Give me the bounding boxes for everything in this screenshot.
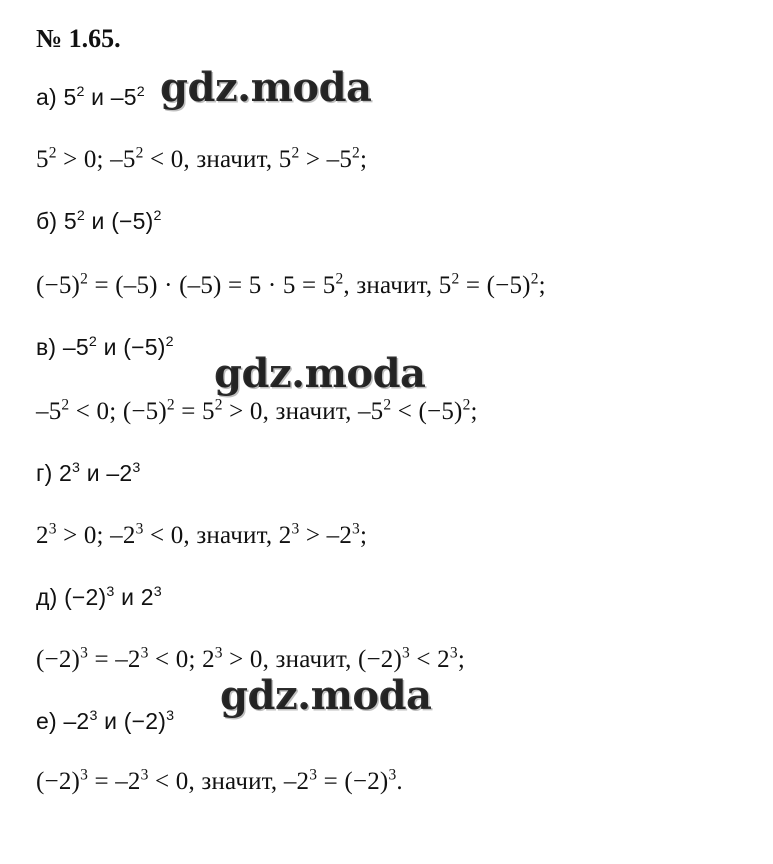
text-segment: . bbox=[396, 768, 403, 795]
text-segment: < 0, значит, 5 bbox=[143, 146, 292, 173]
line-a-task bbox=[36, 84, 145, 111]
line-d-task bbox=[36, 584, 162, 611]
exponent: 2 bbox=[165, 334, 174, 351]
text-segment: > 0, значит, –5 bbox=[222, 398, 384, 425]
text-segment: и 2 bbox=[114, 584, 154, 610]
text-segment: = (–5) · (–5) = 5 · 5 = 5 bbox=[88, 272, 336, 299]
line-e-task bbox=[36, 708, 174, 735]
text-segment: < (−5) bbox=[391, 398, 463, 425]
text-segment: , значит, 5 bbox=[343, 272, 452, 299]
exponent: 2 bbox=[136, 84, 145, 101]
text-segment: = (−2) bbox=[317, 768, 389, 795]
text-segment: < 0, значит, 2 bbox=[143, 522, 292, 549]
text-segment: > 0; –2 bbox=[56, 522, 136, 549]
exponent: 3 bbox=[153, 584, 162, 601]
exponent: 2 bbox=[352, 144, 360, 162]
line-v-task bbox=[36, 334, 174, 361]
exercise-number: № 1.65. bbox=[36, 24, 121, 53]
exponent: 2 bbox=[166, 396, 175, 414]
exponent: 3 bbox=[402, 644, 410, 662]
text-segment: ; bbox=[538, 272, 546, 299]
exponent: 2 bbox=[153, 208, 162, 225]
exponent: 2 bbox=[135, 144, 144, 162]
exponent: 3 bbox=[449, 644, 458, 662]
exponent: 2 bbox=[76, 208, 85, 225]
text-segment: < 0, значит, –2 bbox=[148, 768, 310, 795]
exponent: 2 bbox=[291, 144, 300, 162]
text-segment: < 2 bbox=[409, 646, 450, 673]
text-segment: (−2) bbox=[36, 646, 81, 673]
text-segment: (−2) bbox=[36, 768, 81, 795]
text-segment: > –5 bbox=[299, 146, 353, 173]
text-segment: 2 bbox=[36, 522, 49, 549]
line-g-task bbox=[36, 460, 141, 487]
exponent: 3 bbox=[309, 766, 318, 784]
text-segment: 5 bbox=[36, 146, 49, 173]
exponent: 3 bbox=[80, 644, 89, 662]
exponent: 3 bbox=[214, 644, 223, 662]
exponent: 2 bbox=[530, 270, 539, 288]
text-segment: и (−2) bbox=[97, 708, 167, 734]
text-segment: (−5) bbox=[36, 272, 81, 299]
exponent: 3 bbox=[89, 708, 98, 725]
text-segment: < 0; 2 bbox=[148, 646, 215, 673]
exponent: 3 bbox=[48, 520, 57, 538]
line-a-solution bbox=[36, 146, 367, 174]
text-segment: и (−5) bbox=[97, 334, 166, 360]
watermark: gdz.moda bbox=[214, 350, 426, 397]
line-d-solution bbox=[36, 646, 465, 674]
text-segment: е) –2 bbox=[36, 708, 90, 734]
line-b-solution bbox=[36, 272, 546, 300]
text-segment: ; bbox=[470, 398, 478, 425]
text-segment: –5 bbox=[36, 398, 62, 425]
exponent: 3 bbox=[140, 766, 149, 784]
text-segment: д) (−2) bbox=[36, 584, 107, 610]
exponent: 2 bbox=[61, 396, 70, 414]
exponent: 2 bbox=[335, 270, 344, 288]
text-segment: ; bbox=[359, 146, 368, 173]
text-segment: = (−5) bbox=[459, 272, 531, 299]
text-segment: > 0, значит, (−2) bbox=[222, 646, 403, 673]
exponent: 2 bbox=[76, 84, 85, 101]
text-segment: = –2 bbox=[88, 768, 141, 795]
text-segment: г) 2 bbox=[36, 460, 73, 486]
exponent: 3 bbox=[106, 584, 115, 601]
exponent: 3 bbox=[388, 766, 397, 784]
text-segment: б) 5 bbox=[36, 208, 77, 234]
text-segment: и –2 bbox=[80, 460, 133, 486]
text-segment: ; bbox=[457, 646, 465, 673]
exponent: 2 bbox=[48, 144, 57, 162]
text-segment: > –2 bbox=[299, 522, 353, 549]
text-segment: < 0; (−5) bbox=[69, 398, 167, 425]
text-segment: а) 5 bbox=[36, 84, 77, 110]
exponent: 3 bbox=[80, 766, 89, 784]
exponent: 3 bbox=[352, 520, 360, 538]
exponent: 3 bbox=[72, 460, 81, 477]
exponent: 2 bbox=[80, 270, 89, 288]
exponent: 3 bbox=[291, 520, 300, 538]
exponent: 3 bbox=[135, 520, 144, 538]
text-segment: и (−5) bbox=[84, 208, 154, 234]
exponent: 2 bbox=[451, 270, 460, 288]
watermark: gdz.moda bbox=[220, 672, 432, 719]
text-segment: в) –5 bbox=[36, 334, 89, 360]
exponent: 2 bbox=[462, 396, 471, 414]
line-b-task bbox=[36, 208, 162, 235]
text-segment: > 0; –5 bbox=[56, 146, 136, 173]
text-segment: ; bbox=[359, 522, 368, 549]
exponent: 3 bbox=[132, 460, 141, 477]
exponent: 2 bbox=[214, 396, 223, 414]
watermark: gdz.moda bbox=[160, 64, 372, 111]
line-e-solution bbox=[36, 768, 403, 796]
line-v-solution bbox=[36, 398, 478, 426]
exponent: 3 bbox=[140, 644, 149, 662]
line-g-solution bbox=[36, 522, 367, 550]
exponent: 2 bbox=[88, 334, 97, 351]
text-segment: и –5 bbox=[84, 84, 137, 110]
text-segment: = –2 bbox=[88, 646, 141, 673]
exponent: 2 bbox=[383, 396, 392, 414]
exponent: 3 bbox=[166, 708, 175, 725]
text-segment: = 5 bbox=[174, 398, 215, 425]
